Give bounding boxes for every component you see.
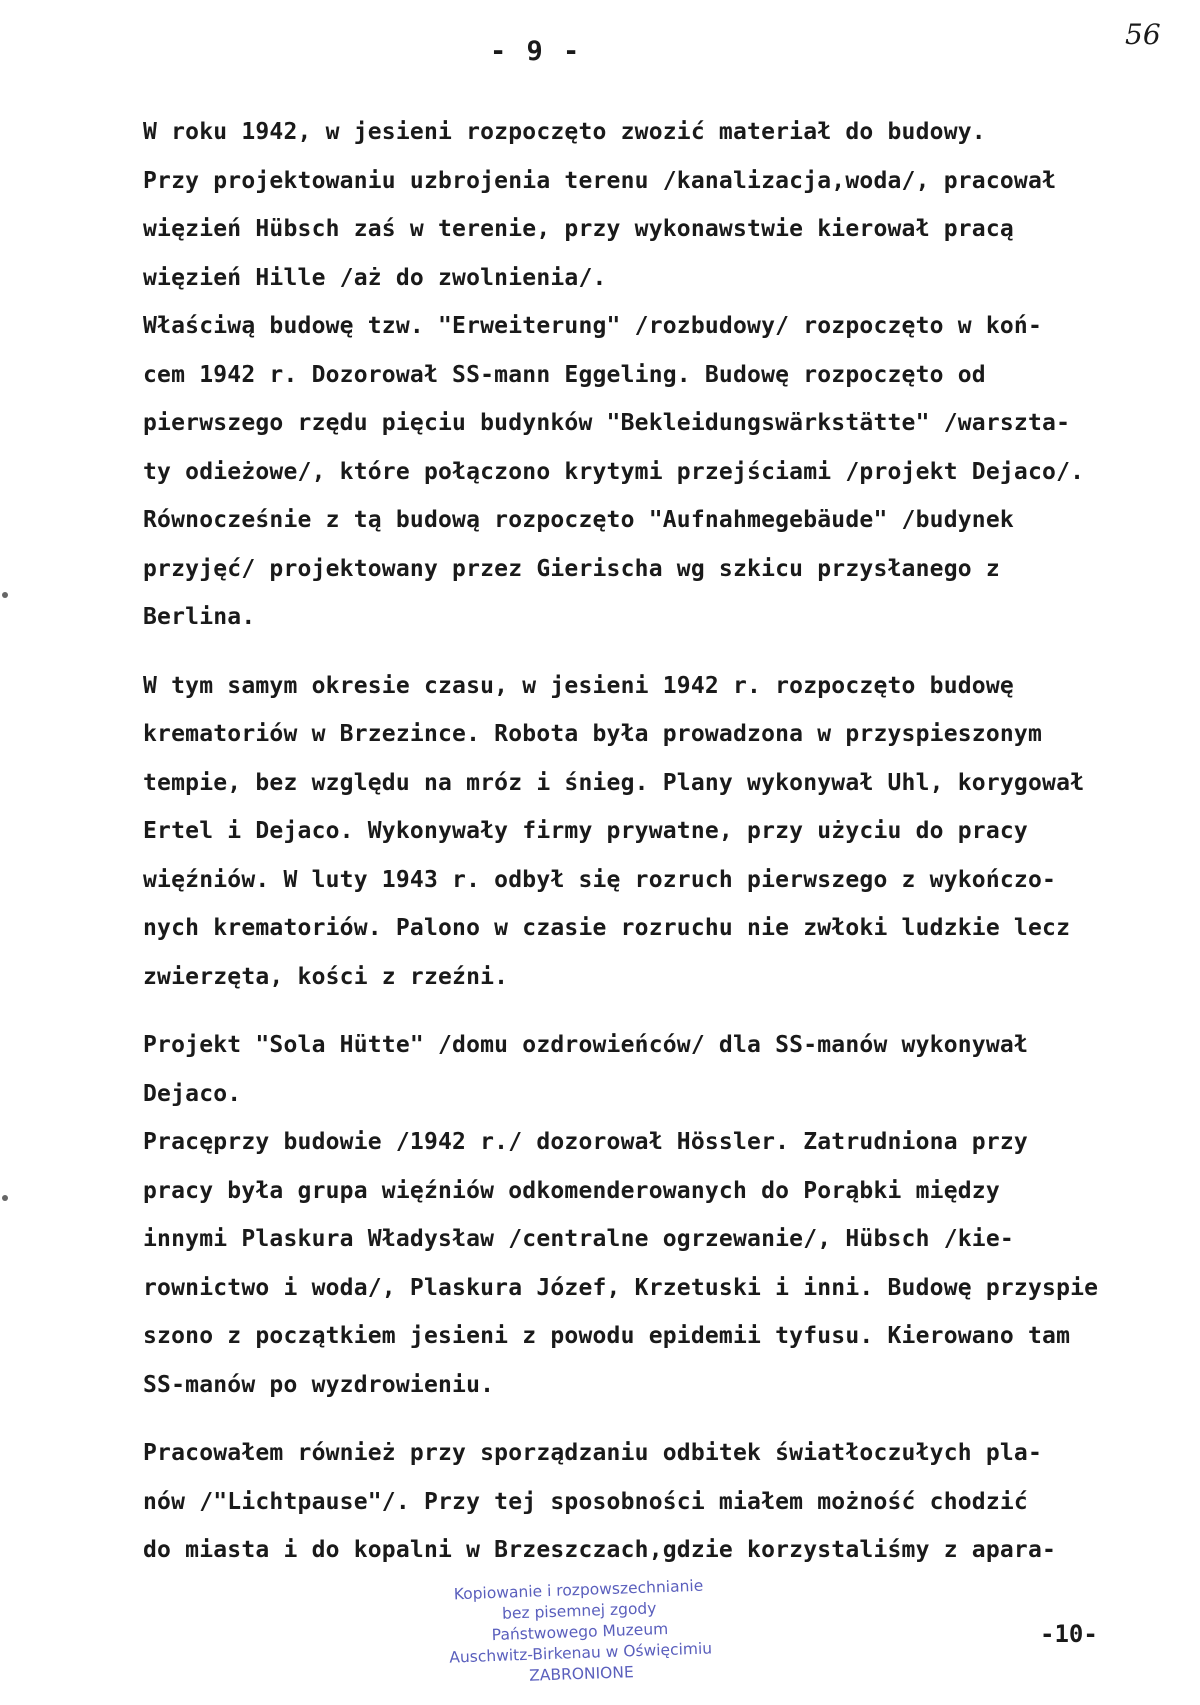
text-line: więźniów. W luty 1943 r. odbył się rozruch pierwszego z wykończo- [143, 866, 1057, 893]
text-line: innymi Plaskura Władysław /centralne ogrzewanie/, Hübsch /kie- [143, 1226, 1014, 1252]
text-line: więzień Hübsch zaś w terenie, przy wykonawstwie kierował pracą [143, 216, 1014, 242]
stamp-line: Auschwitz-Birkenau w Oświęcimiu [449, 1639, 713, 1667]
text-line: Pracęprzy budowie /1942 r./ dozorował Hössler. Zatrudniona przy [143, 1129, 1028, 1155]
text-line: Przy projektowaniu uzbrojenia terenu /kanalizacja,woda/, pracował [143, 167, 1057, 194]
text-line: do miasta i do kopalni w Brzeszczach,gdzie korzystaliśmy z apara- [143, 1537, 1057, 1563]
paragraph [143, 108, 1188, 642]
margin-mark [2, 592, 8, 598]
text-line: nych krematoriów. Palono w czasie rozruchu nie zwłoki ludzkie lecz [143, 915, 1071, 941]
text-line: więzień Hille /aż do zwolnienia/. [143, 264, 607, 291]
next-page-marker: -10- [1040, 1620, 1098, 1648]
copyright-stamp [418, 1574, 741, 1690]
text-line: Berlina. [143, 604, 256, 630]
typescript-body [143, 108, 1188, 1575]
margin-mark [2, 1195, 8, 1201]
text-line: Pracowałem również przy sporządzaniu odbitek światłoczułych pla- [143, 1440, 1043, 1466]
text-line: zwierzęta, kości z rzeźni. [143, 963, 509, 990]
text-line: W roku 1942, w jesieni rozpoczęto zwozić materiał do budowy. [143, 119, 986, 145]
text-line: nów /"Lichtpause"/. Przy tej sposobności miałem możność chodzić [143, 1488, 1028, 1515]
stamp-line: bez pisemnej zgody [501, 1599, 657, 1623]
text-line: rownictwo i woda/, Plaskura Józef, Krzetuski i inni. Budowę przyspie [143, 1274, 1099, 1301]
text-line: cem 1942 r. Dozorował SS-mann Eggeling. Budowę rozpoczęto od [143, 361, 986, 388]
text-line: szono z początkiem jesieni z powodu epidemii tyfusu. Kierowano tam [143, 1323, 1071, 1349]
text-line: Równocześnie z tą budową rozpoczęto "Aufnahmegebäude" /budynek [143, 507, 1014, 533]
folio-number: 56 [1125, 18, 1161, 51]
stamp-line: Państwowego Muzeum [491, 1619, 669, 1645]
paragraph [143, 662, 1188, 1002]
stamp-line: Kopiowanie i rozpowszechnianie [453, 1576, 704, 1604]
text-line: ty odieżowe/, które połączono krytymi przejściami /projekt Dejaco/. [143, 458, 1085, 485]
text-line: Ertel i Dejaco. Wykonywały firmy prywatne, przy użyciu do pracy [143, 818, 1028, 844]
text-line: tempie, bez względu na mróz i śnieg. Plany wykonywał Uhl, korygował [143, 769, 1085, 796]
page-number: - 9 - [490, 36, 582, 67]
text-line: Właściwą budowę tzw. "Erweiterung" /rozbudowy/ rozpoczęto w koń- [143, 313, 1043, 339]
text-line: Dejaco. [143, 1080, 242, 1107]
stamp-line: ZABRONIONE [528, 1663, 635, 1685]
text-line: pracy była grupa więźniów odkomenderowanych do Porąbki między [143, 1177, 1000, 1204]
text-line: Projekt "Sola Hütte" /domu ozdrowieńców/ dla SS-manów wykonywał [143, 1032, 1028, 1058]
text-line: SS-manów po wyzdrowieniu. [143, 1371, 495, 1398]
text-line: pierwszego rzędu pięciu budynków "Bekleidungswärkstätte" /warszta- [143, 410, 1071, 436]
text-line: przyjęć/ projektowany przez Gierischa wg szkicu przysłanego z [143, 555, 1000, 582]
text-line: krematoriów w Brzezince. Robota była prowadzona w przyspieszonym [143, 721, 1043, 747]
paragraph [143, 1021, 1188, 1409]
paragraph [143, 1429, 1188, 1575]
text-line: W tym samym okresie czasu, w jesieni 1942 r. rozpoczęto budowę [143, 672, 1014, 699]
